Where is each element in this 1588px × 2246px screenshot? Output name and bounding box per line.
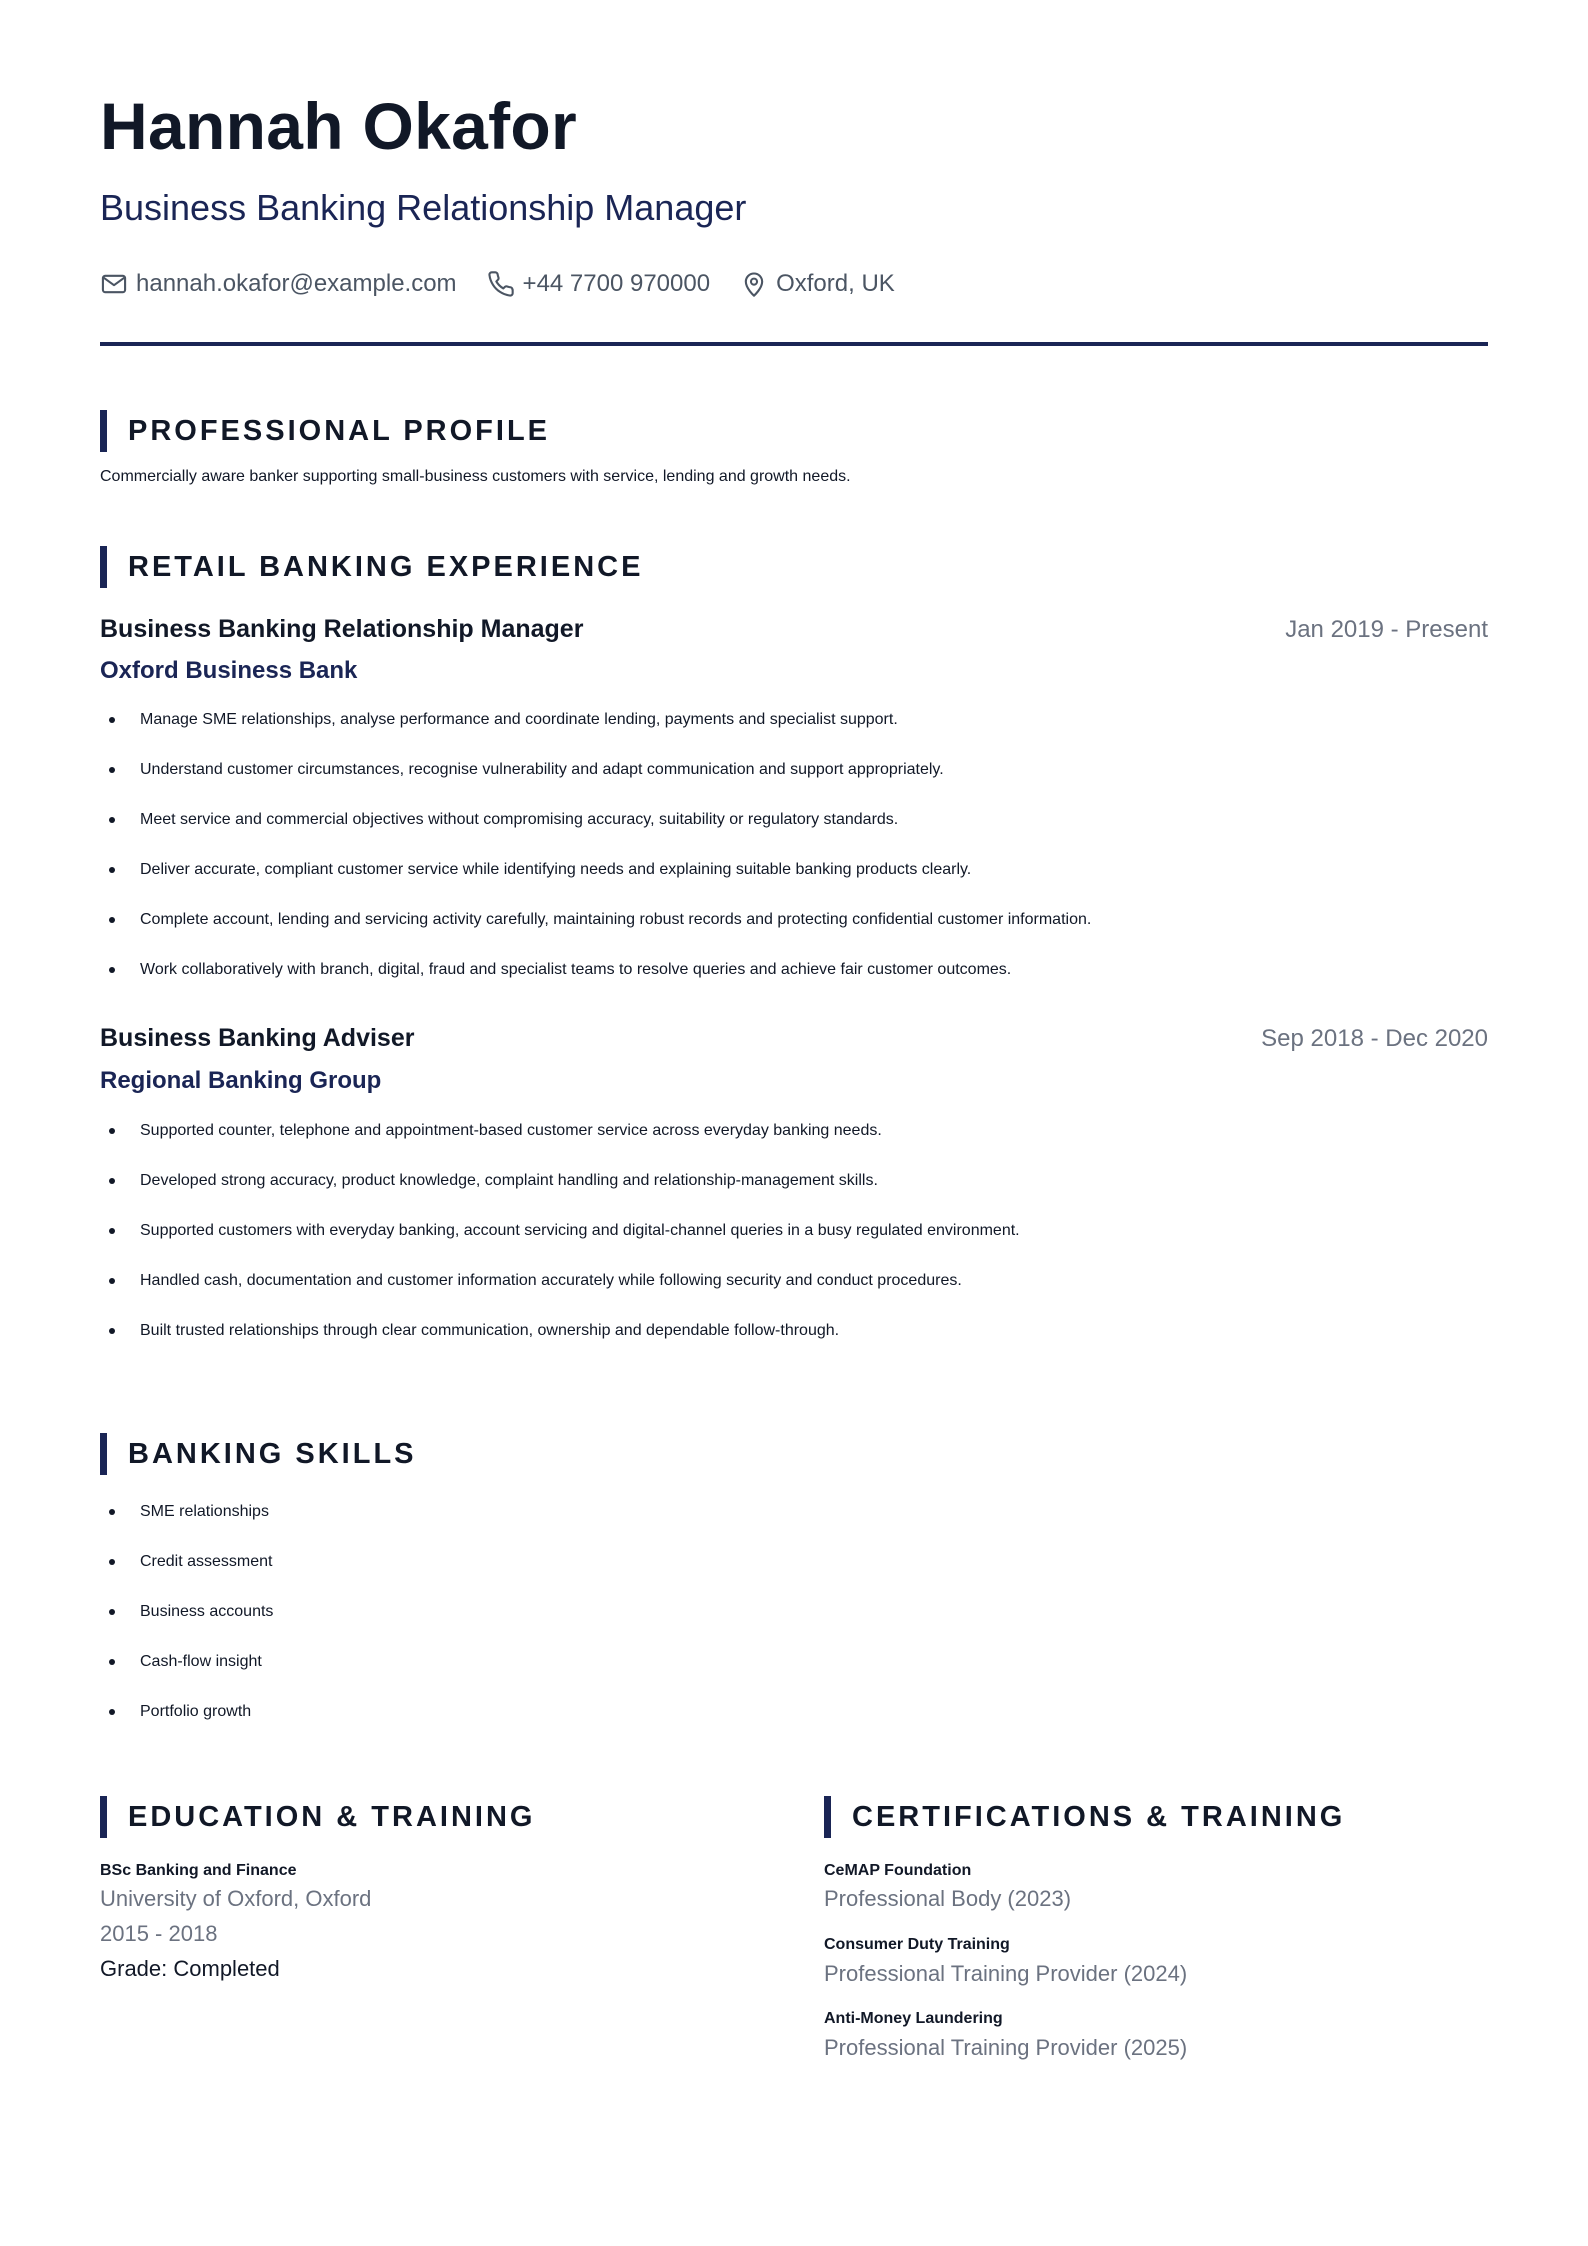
certification-name: Anti-Money Laundering <box>824 2010 1003 2027</box>
education-degree: BSc Banking and Finance <box>100 1862 297 1879</box>
contact-row <box>100 270 925 298</box>
list-item: Cash-flow insight <box>100 1651 273 1701</box>
job-bullet-list <box>100 1120 1020 1370</box>
section-heading-text: BANKING SKILLS <box>128 1437 417 1470</box>
list-item: Handled cash, documentation and customer information accurately while following security and conduct procedures. <box>100 1270 1020 1320</box>
company-name: Oxford Business Bank <box>100 657 358 684</box>
section-accent-bar <box>100 1796 107 1838</box>
contact-location <box>740 270 895 298</box>
list-item: Credit assessment <box>100 1551 273 1601</box>
contact-phone[interactable] <box>487 270 711 298</box>
section-accent-bar <box>824 1796 831 1838</box>
education-years: 2015 - 2018 <box>100 1921 218 1946</box>
list-item: Business accounts <box>100 1601 273 1651</box>
profile-summary: Commercially aware banker supporting small-business customers with service, lending and growth needs. <box>100 468 851 485</box>
section-heading-text: PROFESSIONAL PROFILE <box>128 414 551 447</box>
list-item: Built trusted relationships through clear communication, ownership and dependable follow-through. <box>100 1320 1020 1370</box>
section-heading-text: EDUCATION & TRAINING <box>128 1800 536 1833</box>
list-item: Developed strong accuracy, product knowledge, complaint handling and relationship-management skills. <box>100 1170 1020 1220</box>
list-item: Understand customer circumstances, recognise vulnerability and adapt communication and support appropriately. <box>100 759 1091 809</box>
location-text: Oxford, UK <box>776 270 895 297</box>
email-text: hannah.okafor@example.com <box>136 270 457 297</box>
list-item: Work collaboratively with branch, digital, fraud and specialist teams to resolve queries and achieve fair customer outcomes. <box>100 959 1091 1009</box>
phone-text: +44 7700 970000 <box>522 270 711 297</box>
list-item: Manage SME relationships, analyse performance and coordinate lending, payments and specialist support. <box>100 709 1091 759</box>
certification-name: Consumer Duty Training <box>824 1936 1010 1953</box>
skills-list <box>100 1501 273 1751</box>
header-divider <box>100 342 1488 346</box>
phone-icon <box>487 270 515 298</box>
contact-email[interactable] <box>100 270 457 298</box>
section-accent-bar <box>100 546 107 588</box>
job-dates: Jan 2019 - Present <box>1285 616 1488 643</box>
certification-issuer: Professional Training Provider (2024) <box>824 1961 1188 1986</box>
section-heading-experience <box>100 546 643 588</box>
section-heading-profile <box>100 410 550 452</box>
job-title: Business Banking Relationship Manager <box>100 615 584 643</box>
list-item: Supported customers with everyday banking, account servicing and digital-channel queries in a busy regulated environment. <box>100 1220 1020 1270</box>
job-dates: Sep 2018 - Dec 2020 <box>1261 1025 1488 1052</box>
education-institution: University of Oxford, Oxford <box>100 1886 372 1911</box>
education-grade: Grade: Completed <box>100 1956 280 1981</box>
section-heading-education <box>100 1796 535 1838</box>
section-heading-text: CERTIFICATIONS & TRAINING <box>852 1800 1346 1833</box>
job-bullet-list <box>100 709 1091 1009</box>
section-accent-bar <box>100 410 107 452</box>
list-item: Deliver accurate, compliant customer service while identifying needs and explaining suitable banking products clearly. <box>100 859 1091 909</box>
list-item: Supported counter, telephone and appointment-based customer service across everyday banking needs. <box>100 1120 1020 1170</box>
list-item: Complete account, lending and servicing activity carefully, maintaining robust records and protecting confidential customer information. <box>100 909 1091 959</box>
job-title: Business Banking Adviser <box>100 1024 415 1052</box>
section-accent-bar <box>100 1433 107 1475</box>
map-pin-icon <box>740 270 768 298</box>
certification-issuer: Professional Training Provider (2025) <box>824 2035 1188 2060</box>
certification-name: CeMAP Foundation <box>824 1862 972 1879</box>
mail-icon <box>100 270 128 298</box>
company-name: Regional Banking Group <box>100 1067 382 1094</box>
section-heading-skills <box>100 1433 417 1475</box>
candidate-role: Business Banking Relationship Manager <box>100 187 747 228</box>
certification-issuer: Professional Body (2023) <box>824 1886 1072 1911</box>
list-item: Portfolio growth <box>100 1701 273 1751</box>
list-item: SME relationships <box>100 1501 273 1551</box>
list-item: Meet service and commercial objectives without compromising accuracy, suitability or regulatory standards. <box>100 809 1091 859</box>
section-heading-certifications <box>824 1796 1345 1838</box>
section-heading-text: RETAIL BANKING EXPERIENCE <box>128 550 644 583</box>
candidate-name: Hannah Okafor <box>100 89 577 163</box>
